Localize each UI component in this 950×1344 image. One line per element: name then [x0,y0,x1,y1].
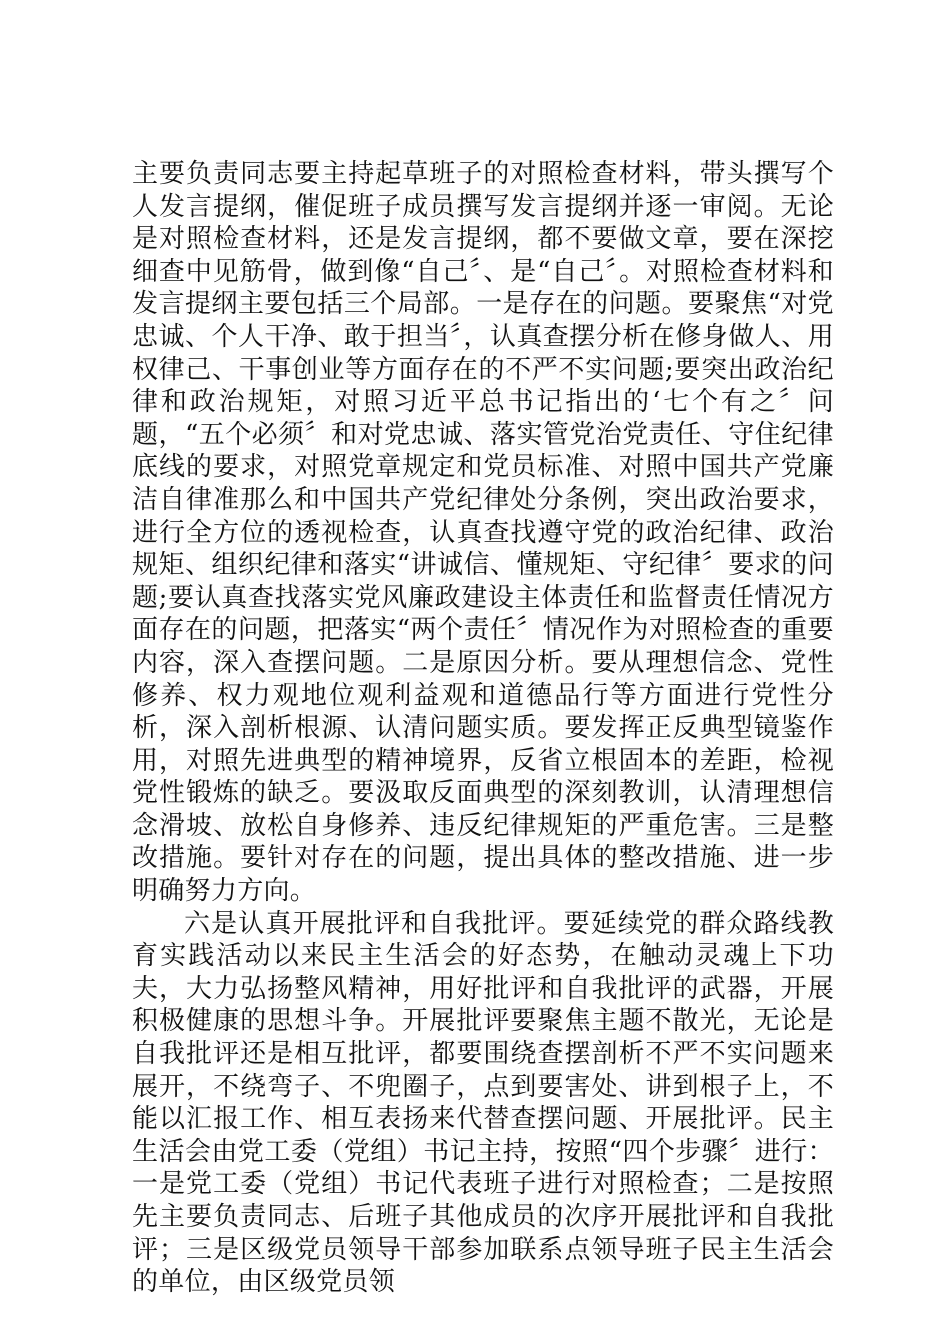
document-body [132,158,834,1299]
paragraph-1: 主要负责同志要主持起草班子的对照检查材料，带头撰写个人发言提纲，催促班子成员撰写发言提纲并逐一审阅。无论是对照检查材料，还是发言提纲，都不要做文章，要在深挖细查中见筋骨，做到像“自己〞、是“自己〞。对照检查材料和发言提纲主要包括三个局部。一是存在的问题。要聚焦“对党忠诚、个人干净、敢于担当〞，认真查摆分析在修身做人、用权律己、干事创业等方面存在的不严不实问题;要突出政治纪律和政治规矩，对照习近平总书记指出的‘七个有之〞问题，“五个必须〞和对党忠诚、落实管党治党责任、守住纪律底线的要求，对照党章规定和党员标准、对照中国共产党廉洁自律准那么和中国共产党纪律处分条例，突出政治要求，进行全方位的透视检查，认真查找遵守党的政治纪律、政治规矩、组织纪律和落实“讲诚信、懂规矩、守纪律〞要求的问题;要认真查找落实党风廉政建设主体责任和监督责任情况方面存在的问题，把落实“两个责任〞情况作为对照检查的重要内容，深入查摆问题。二是原因分析。要从理想信念、党性修养、权力观地位观利益观和道德品行等方面进行党性分析，深入剖析根源、认清问题实质。要发挥正反典型镜鉴作用，对照先进典型的精神境界，反省立根固本的差距，检视党性锻炼的缺乏。要汲取反面典型的深刻教训，认清理想信念滑坡、放松自身修养、违反纪律规矩的严重危害。三是整改措施。要针对存在的问题，提出具体的整改措施、进一步明确努力方向。 [132,159,834,907]
paragraph-2: 六是认真开展批评和自我批评。要延续党的群众路线教育实践活动以来民主生活会的好态势，在触动灵魂上下功夫，大力弘扬整风精神，用好批评和自我批评的武器，开展积极健康的思想斗争。开展批评要聚焦主题不散光，无论是自我批评还是相互批评，都要围绕查摆剖析不严不实问题来展开，不绕弯子、不兜圈子，点到要害处、讲到根子上，不能以汇报工作、相互表扬来代替查摆问题、开展批评。民主生活会由党工委（党组）书记主持，按照“四个步骤〞进行：一是党工委（党组）书记代表班子进行对照检查；二是按照先主要负责同志、后班子其他成员的次序开展批评和自我批评；三是区级党员领导干部参加联系点领导班子民主生活会的单位，由区级党员领 [132,908,834,1298]
